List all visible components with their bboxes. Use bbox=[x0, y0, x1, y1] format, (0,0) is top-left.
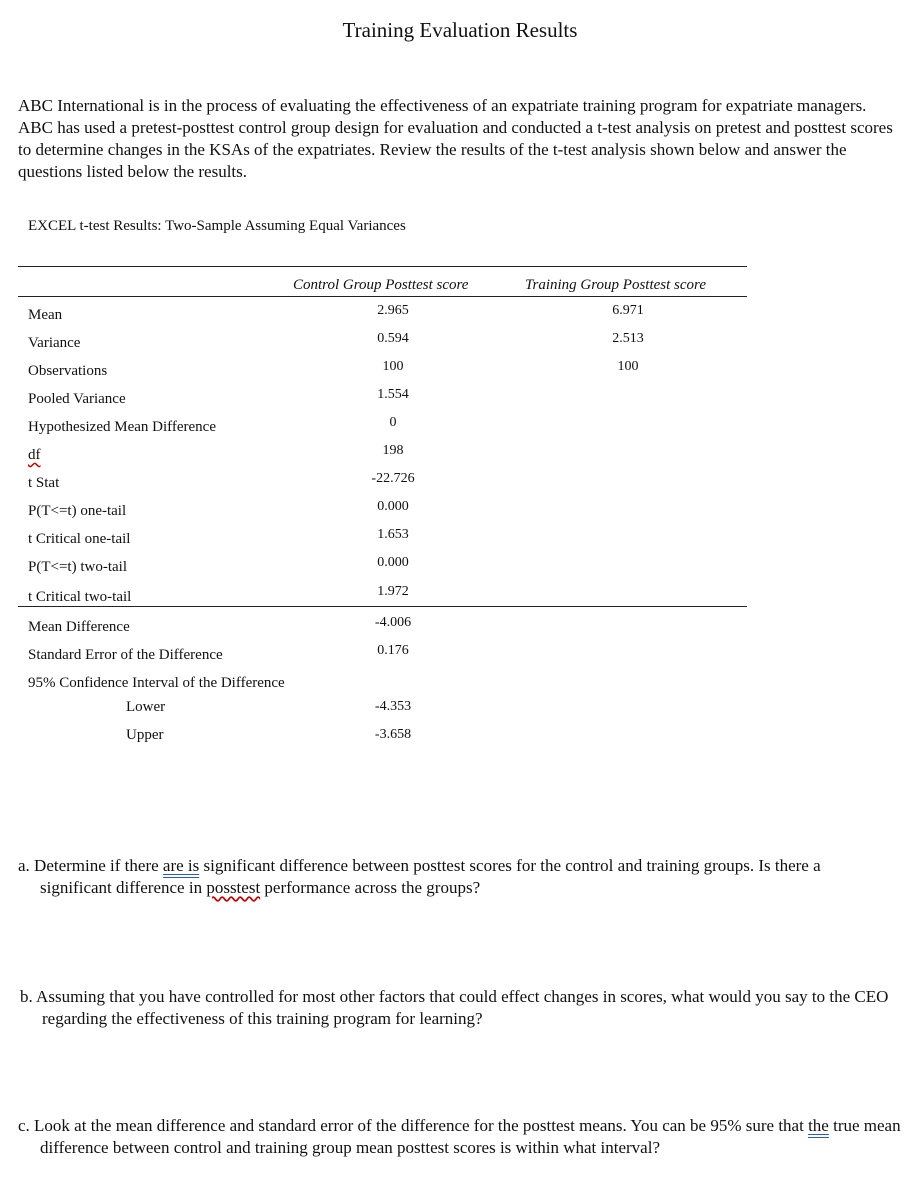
col-header-control: Control Group Posttest score bbox=[293, 277, 469, 293]
row-label: t Stat bbox=[28, 475, 60, 491]
question-a-text: performance across the groups? bbox=[260, 878, 481, 897]
question-a-text: significant difference between posttest scores for the control and training groups. Is there a significant difference in bbox=[40, 856, 821, 897]
question-a bbox=[18, 855, 830, 899]
question-c bbox=[18, 1115, 920, 1159]
question-c-text: true mean difference between control and training group mean posttest scores is within what interval? bbox=[40, 1116, 901, 1157]
row-label: Standard Error of the Difference bbox=[28, 647, 223, 663]
cell-control: 0.176 bbox=[377, 643, 409, 658]
row-label: Mean Difference bbox=[28, 619, 130, 635]
question-a-misspelled: posstest bbox=[206, 878, 261, 897]
cell-control: 2.965 bbox=[377, 303, 409, 318]
cell-control: 1.972 bbox=[377, 584, 409, 599]
cell-control: 198 bbox=[382, 443, 404, 458]
row-label: df bbox=[28, 447, 41, 463]
row-label: P(T<=t) one-tail bbox=[28, 503, 127, 519]
cell-control: -4.006 bbox=[374, 615, 412, 630]
page-title: Training Evaluation Results bbox=[342, 18, 578, 42]
row-label: Lower bbox=[126, 699, 166, 715]
cell-training: 100 bbox=[617, 359, 639, 374]
cell-control: -4.353 bbox=[374, 699, 412, 714]
table-subtitle: EXCEL t-test Results: Two-Sample Assuming Equal Variances bbox=[28, 218, 406, 234]
table-top-rule bbox=[18, 266, 747, 267]
cell-control: 1.653 bbox=[377, 527, 409, 542]
cell-control: 0 bbox=[389, 415, 397, 430]
col-header-training: Training Group Posttest score bbox=[525, 277, 706, 293]
cell-control: 0.000 bbox=[377, 555, 409, 570]
question-b: b. Assuming that you have controlled for most other factors that could effect changes in scores, what would you say to the CEO regarding the effectiveness of this training program for learning? bbox=[20, 987, 889, 1028]
cell-control: 0.594 bbox=[377, 331, 409, 346]
row-label: Pooled Variance bbox=[28, 391, 126, 407]
table-bottom-rule bbox=[18, 606, 747, 607]
table-header-rule bbox=[18, 296, 747, 297]
question-a-underlined: are is bbox=[162, 856, 200, 875]
intro-paragraph: ABC International is in the process of evaluating the effectiveness of an expatriate training program for expatriate managers. ABC has used a pretest-posttest control group design for evaluation and conducted a t-test analysis on pretest and posttest scores to determine changes in the KSAs of the expatriates. Review the results of the t-test analysis shown below and answer the questions listed below the results. bbox=[18, 96, 893, 181]
cell-training: 2.513 bbox=[612, 331, 644, 346]
row-label: 95% Confidence Interval of the Difference bbox=[28, 675, 285, 691]
cell-training: 6.971 bbox=[612, 303, 644, 318]
row-label: t Critical two-tail bbox=[28, 589, 132, 605]
cell-control: 0.000 bbox=[377, 499, 409, 514]
cell-control: -22.726 bbox=[371, 471, 415, 486]
row-label: t Critical one-tail bbox=[28, 531, 131, 547]
row-label: Hypothesized Mean Difference bbox=[28, 419, 216, 435]
question-a-text: a. Determine if there bbox=[18, 856, 163, 875]
row-label: Mean bbox=[28, 307, 63, 323]
row-label: Upper bbox=[126, 727, 164, 743]
cell-control: 100 bbox=[382, 359, 404, 374]
row-label: Observations bbox=[28, 363, 108, 379]
question-c-underlined: the bbox=[808, 1116, 829, 1135]
cell-control: -3.658 bbox=[374, 727, 412, 742]
row-label: Variance bbox=[28, 335, 81, 351]
question-c-text: c. Look at the mean difference and standard error of the difference for the posttest means. You can be 95% sure that bbox=[18, 1116, 809, 1135]
cell-control: 1.554 bbox=[377, 387, 409, 402]
row-label: P(T<=t) two-tail bbox=[28, 559, 127, 575]
